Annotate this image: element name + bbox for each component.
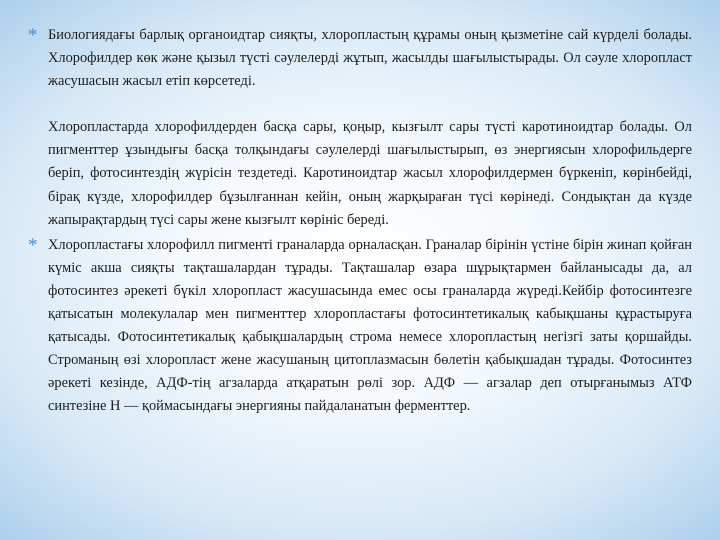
bullet-1-paragraph-1: Биологиядағы барлық органоидтар сияқты, хлоропластың құрамы оның қызметіне сай күрделі болады. Хлорофилдер көк және қызыл түсті сәулелерді жұтып, жасылды шағылыстырады. Ол сәуле хлоропласт жасушасын жасыл етіп көрсетеді. [48,27,692,90]
bullet-1-paragraph-2: Хлоропластарда хлорофилдерден басқа сары, қоңыр, кызғылт сары түсті каротиноидтар болады. Ол пигменттер ұзындығы басқа толқындағы сәулелерді шағылыстырып, өз энергиясын хлорофильдерге беріп, фотосинтездің жүрісін тездетеді. Каротиноидтар жасыл хлорофилдермен бүркеніп, көрінбейді, бірақ күзде, хлорофилдер бұзылғаннан кейін, оның жарқыраған түсі көрінеді. Сондықтан да күзде жапырақтардың түсі сары жене кызғылт көрініс береді. [48,119,692,228]
bullet-star-icon: * [28,234,38,256]
bullet-item-2 [28,234,692,419]
bullet-star-icon: * [28,25,38,46]
bullet-2-paragraph-1: Хлоропластағы хлорофилл пигменті граналарда орналасқан. Граналар бірінін үстіне бірін жинап қойған күміс акша сияқты тақташалардан тұрады. Тақташалар өзара шұрықтармен байланысады да, ал фотосинтез әрекеті бүкіл хлоропласт жасушасында емес осы граналарда жүреді.Кейбір фотосинтезге қатысатын молекулалар мен пигменттер хлоропластағы фотосинтетикалық кабықшаны құрастыруға қатысады. Фотосинтетикалық қабықшалардың строма немесе хлоропластың негізгі заты қоршайды. Строманың өзі хлоропласт жене жасушаның цитоплазмасын бөлетін қабықшадан тұрады. Фотосинтез әрекеті кезінде, АДФ-тің агзаларда атқаратын рөлі зор. АДФ — агзалар деп отырғанымыз АТФ синтезіне Н — қоймасындағы энергияны пайдаланатын ферменттер. [48,236,692,415]
slide-content [28,24,692,524]
bullet-item-1 [28,24,692,232]
